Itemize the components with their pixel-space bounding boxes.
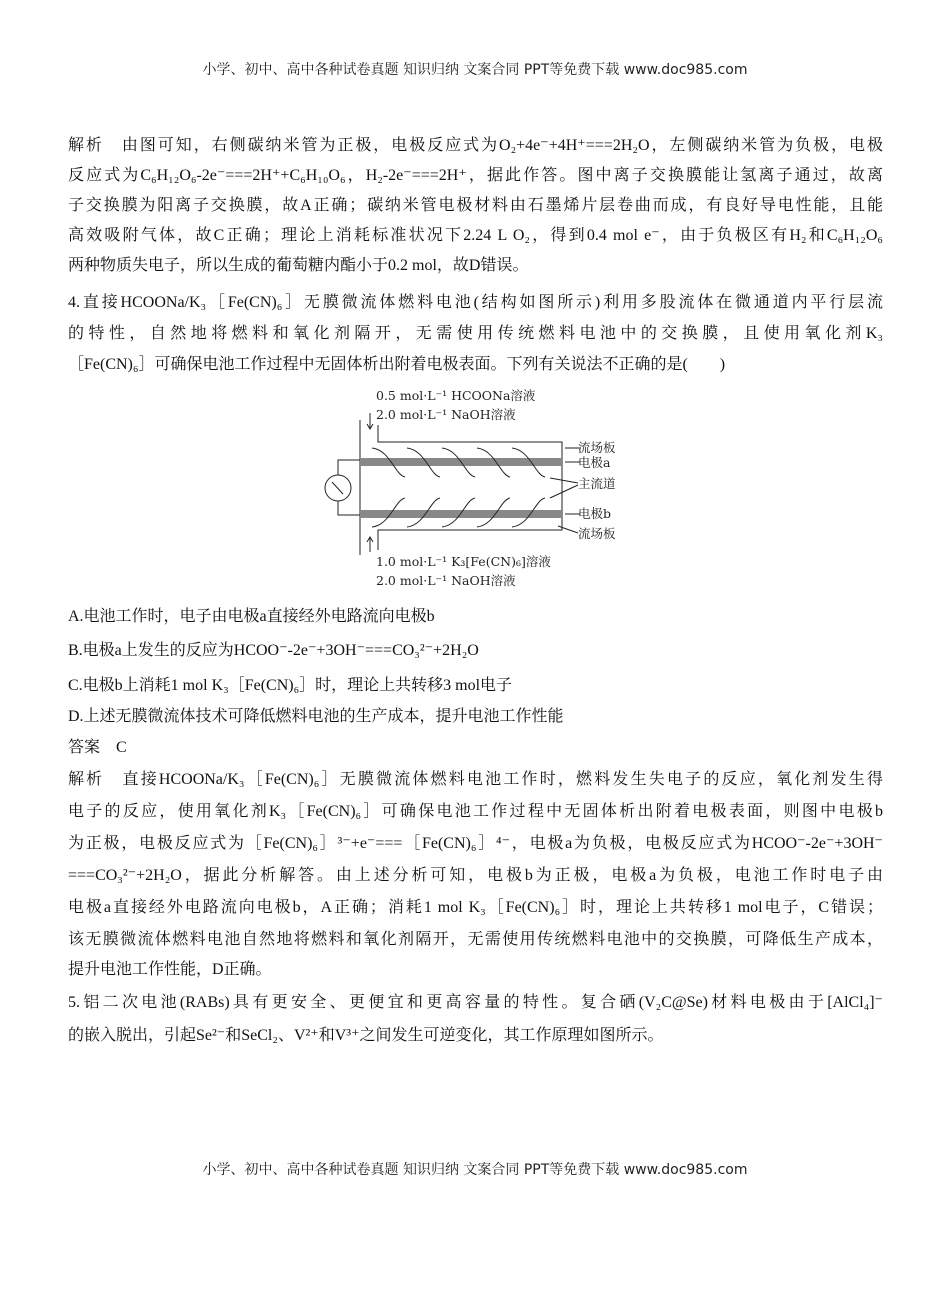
text-line: 解析 由图可知，右侧碳纳米管为正极，电极反应式为O₂+4e⁻+4H⁺===2H₂O，左侧碳纳米管为负极，电极 — [68, 137, 883, 154]
text-line: 的特性，自然地将燃料和氧化剂隔开，无需使用传统燃料电池中的交换膜，且使用氧化剂K₃ — [68, 325, 883, 342]
label-flow-plate-top: 流场板 — [578, 440, 616, 455]
label-electrode-a: 电极a — [578, 455, 611, 470]
text-line: 该无膜微流体燃料电池自然地将燃料和氧化剂隔开，无需使用传统燃料电池中的交换膜，可降低生产成本， — [68, 931, 883, 948]
text-line: ［Fe(CN)₆］可确保电池工作过程中无固体析出附着电极表面。下列有关说法不正确的是( ) — [68, 356, 726, 373]
option-d: D.上述无膜微流体技术可降低燃料电池的生产成本，提升电池工作性能 — [68, 708, 564, 725]
text-line: 电极a直接经外电路流向电极b，A正确；消耗1 mol K₃［Fe(CN)₆］时，理论上共转移1 mol电子，C错误； — [68, 899, 883, 916]
top-solution-1: 0.5 mol·L⁻¹ HCOONa溶液 — [376, 388, 536, 403]
text-line: 两种物质失电子，所以生成的葡萄糖内酯小于0.2 mol，故D错误。 — [68, 257, 529, 274]
bottom-solution-1: 1.0 mol·L⁻¹ K₃[Fe(CN)₆]溶液 — [376, 554, 551, 569]
text-line: 为正极，电极反应式为［Fe(CN)₆］³⁻+e⁻===［Fe(CN)₆］⁴⁻，电极a为负极，电极反应式为HCOO⁻-2e⁻+3OH⁻ — [68, 835, 883, 852]
answer: 答案 C — [68, 739, 127, 756]
text-line: ===CO₃²⁻+2H₂O，据此分析解答。由上述分析可知，电极b为正极，电极a为负极，电池工作时电子由 — [68, 867, 883, 884]
text-line: 提升电池工作性能，D正确。 — [68, 961, 272, 978]
top-solution-2: 2.0 mol·L⁻¹ NaOH溶液 — [376, 407, 516, 422]
fuel-cell-diagram — [310, 380, 640, 595]
text-line: 反应式为C₆H₁₂O₆-2e⁻===2H⁺+C₆H₁₀O₆，H₂-2e⁻===2H⁺，据此作答。图中离子交换膜能让氢离子通过，故离 — [68, 167, 883, 184]
bottom-solution-2: 2.0 mol·L⁻¹ NaOH溶液 — [376, 573, 516, 588]
page-header: 小学、初中、高中各种试卷真题 知识归纳 文案合同 PPT等免费下载 www.doc985.com — [202, 62, 748, 78]
text-line: 子交换膜为阳离子交换膜，故A正确；碳纳米管电极材料由石墨烯片层卷曲而成，有良好导电性能，且能 — [68, 197, 883, 214]
label-main-channel: 主流道 — [578, 476, 616, 491]
text-line: 高效吸附气体，故C正确；理论上消耗标准状况下2.24 L O₂，得到0.4 mol e⁻，由于负极区有H₂和C₆H₁₂O₆ — [68, 227, 883, 244]
text-line: 解析 直接HCOONa/K₃［Fe(CN)₆］无膜微流体燃料电池工作时，燃料发生失电子的反应，氧化剂发生得 — [68, 771, 883, 788]
text-line: 4.直接HCOONa/K₃［Fe(CN)₆］无膜微流体燃料电池(结构如图所示)利用多股流体在微通道内平行层流 — [68, 294, 883, 311]
option-b: B.电极a上发生的反应为HCOO⁻-2e⁻+3OH⁻===CO₃²⁻+2H₂O — [68, 642, 479, 659]
option-c: C.电极b上消耗1 mol K₃［Fe(CN)₆］时，理论上共转移3 mol电子 — [68, 677, 513, 694]
text-line: 5.铝二次电池(RABs)具有更安全、更便宜和更高容量的特性。复合硒(V₂C@Se)材料电极由于[AlCl₄]⁻ — [68, 994, 883, 1011]
text-line: 电子的反应，使用氧化剂K₃［Fe(CN)₆］可确保电池工作过程中无固体析出附着电极表面，则图中电极b — [68, 803, 883, 820]
page-footer: 小学、初中、高中各种试卷真题 知识归纳 文案合同 PPT等免费下载 www.doc985.com — [202, 1162, 748, 1178]
label-flow-plate-bottom: 流场板 — [578, 526, 616, 541]
label-electrode-b: 电极b — [578, 506, 612, 521]
text-line: 的嵌入脱出，引起Se²⁻和SeCl₂、V²⁺和V³⁺之间发生可逆变化，其工作原理如图所示。 — [68, 1027, 664, 1044]
option-a: A.电池工作时，电子由电极a直接经外电路流向电极b — [68, 608, 435, 625]
